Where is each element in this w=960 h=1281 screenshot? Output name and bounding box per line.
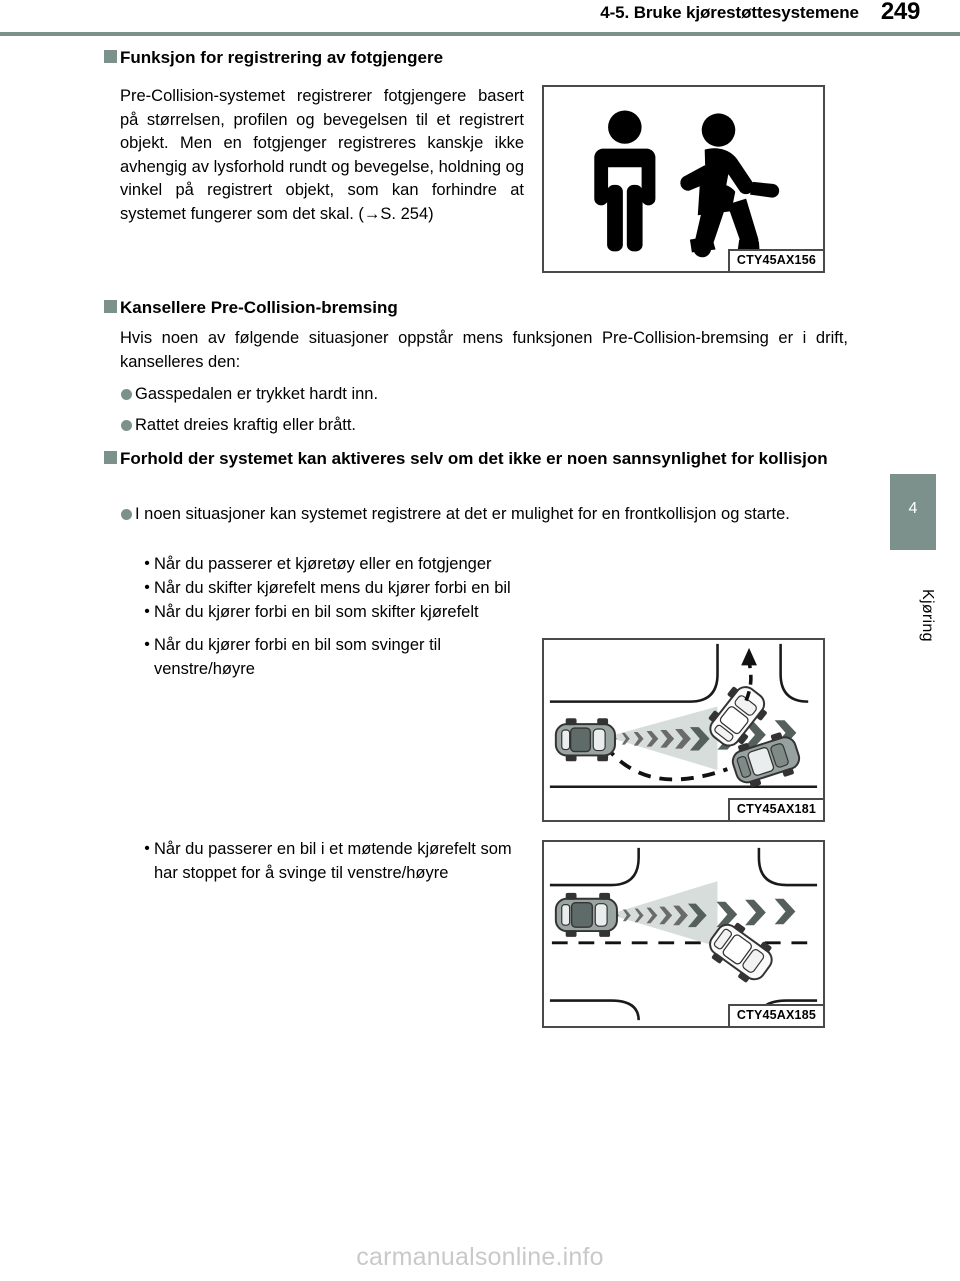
section-3-bullet-1 — [121, 503, 856, 527]
header-section-title: 4-5. Bruke kjørestøttesystemene — [600, 3, 859, 22]
ego-car — [556, 718, 615, 761]
section-2-paragraph: Hvis noen av følgende situasjoner oppstår mens funksjonen Pre-Collision-bremsing er i drift, kanselleres den: — [120, 329, 848, 371]
section-heading-3 — [104, 447, 856, 470]
section-heading-1-text: Funksjon for registrering av fotgjengere — [120, 48, 444, 67]
section-heading-3-text: Forhold der systemet kan aktiveres selv om det ikke er noen sannsynlighet for kollisjon — [120, 449, 828, 468]
ego-car — [556, 893, 617, 937]
square-marker-icon — [104, 50, 117, 63]
bullet-dot-icon — [121, 509, 132, 520]
section-3-subbullet-1-text: Når du passerer et kjøretøy eller en fotgjenger — [154, 555, 492, 573]
section-2-bullet-2-text: Rattet dreies kraftig eller brått. — [135, 416, 357, 434]
page-number: 249 — [880, 0, 920, 25]
figure-pedestrians-caption: CTY45AX156 — [728, 249, 825, 273]
section-3-subbullet-5-text: Når du passerer en bil i et møtende kjørefelt som har stoppet for å svinge til venstre/høyre — [154, 840, 512, 882]
section-2-bullet-2 — [121, 414, 821, 438]
section-3-subbullet-2-text: Når du skifter kjørefelt mens du kjører forbi en bil — [154, 579, 511, 597]
figure-pedestrians — [542, 85, 825, 273]
square-marker-icon — [104, 451, 117, 464]
section-heading-2-text: Kansellere Pre-Collision-bremsing — [120, 298, 398, 317]
section-heading-1 — [104, 46, 704, 69]
section-3-subbullet-1 — [140, 552, 840, 576]
section-heading-2 — [104, 296, 804, 319]
section-3-subbullet-2 — [140, 576, 840, 600]
section-3-subbullet-5 — [140, 837, 525, 885]
bullet-dot-icon — [121, 420, 132, 431]
bullet-tick-icon: • — [144, 579, 150, 596]
section-1-paragraph: Pre-Collision-systemet registrerer fotgjengere basert på størrelsen, profilen og bevegelsen til et registrert objekt. Men en fotgjenger registreres kanskje ikke avhengig av lysforhold rundt og bevegelse, holdning og vinkel på registrert objekt, som kan forhindre at systemet fungerer som det skal. (→S. 254) — [120, 87, 524, 223]
pedestrian-pictograms-icon — [544, 87, 823, 271]
site-watermark: carmanualsonline.info — [356, 1243, 604, 1271]
turning-car-scene-icon — [544, 640, 823, 820]
bullet-tick-icon: • — [144, 636, 150, 653]
section-2-bullet-1-text: Gasspedalen er trykket hardt inn. — [135, 385, 379, 403]
bullet-tick-icon: • — [144, 555, 150, 572]
bullet-tick-icon: • — [144, 840, 150, 857]
figure-oncoming-car — [542, 840, 825, 1028]
chapter-tab-label: Kjøring — [919, 588, 936, 642]
section-2-bullet-1 — [121, 383, 821, 407]
figure-turning-car — [542, 638, 825, 822]
section-3-subbullet-3 — [140, 600, 840, 624]
figure-turning-car-caption: CTY45AX181 — [728, 798, 825, 822]
chapter-tab-number: 4 — [908, 500, 918, 517]
oncoming-car-scene-icon — [544, 842, 823, 1026]
bullet-tick-icon: • — [144, 603, 150, 620]
bullet-dot-icon — [121, 389, 132, 400]
square-marker-icon — [104, 300, 117, 313]
section-3-subbullet-4-text: Når du kjører forbi en bil som svinger til venstre/høyre — [154, 636, 442, 678]
section-3-bullet-1-text: I noen situasjoner kan systemet registrere at det er mulighet for en frontkollisjon og starte. — [135, 505, 790, 523]
section-3-subbullet-3-text: Når du kjører forbi en bil som skifter kjørefelt — [154, 603, 479, 621]
figure-oncoming-car-caption: CTY45AX185 — [728, 1004, 825, 1028]
section-3-subbullet-4 — [140, 633, 520, 681]
